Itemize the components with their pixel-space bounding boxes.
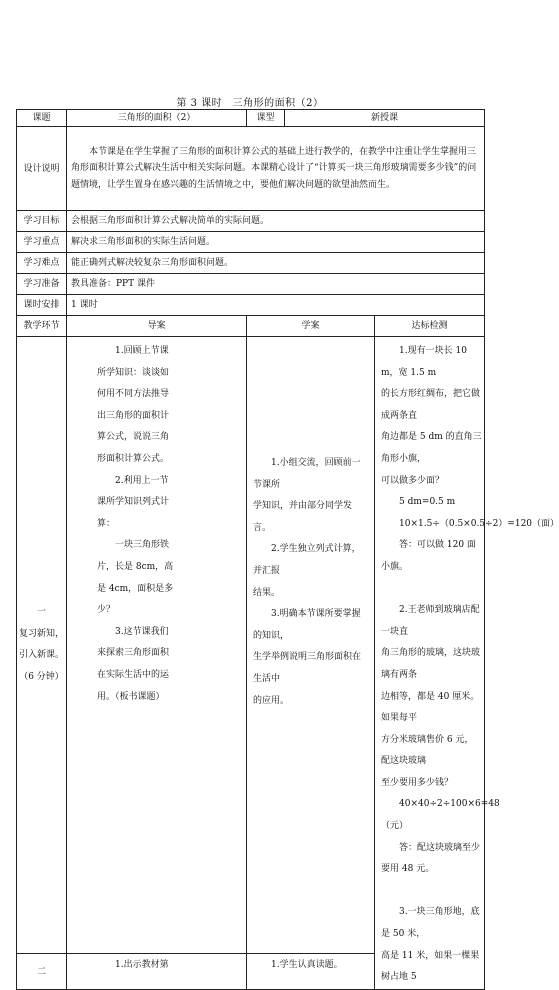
preparation-label: 学习准备: [17, 274, 67, 295]
guide-line: 少？: [97, 605, 116, 616]
check-line: 的长方形红绸布，把它做成两条直: [381, 389, 481, 421]
section1-step-line: （6 分钟）: [19, 671, 64, 682]
guide-line: 所学知识：谈谈如: [97, 367, 170, 378]
section1-check: [375, 337, 559, 990]
preparation-value: 教具准备：PPT 课件: [67, 274, 485, 295]
guide-line: 2.利用上一节: [115, 475, 169, 486]
guide-line: 何用不同方法推导: [97, 389, 170, 400]
study-line: 生学举例说明三角形面积在生活中: [253, 652, 362, 684]
document-title: 第 3 课时 三角形的面积（2）: [176, 98, 324, 109]
section2-study: [247, 954, 375, 990]
study-line: 结果。: [253, 587, 281, 598]
guide-line: 1.回顾上节课: [115, 346, 169, 356]
section2-guide: [67, 954, 247, 990]
check-spacer: [381, 579, 482, 601]
guide-line: 用。（板书课题）: [97, 691, 165, 702]
check-line: 答：配这块玻璃至少要用 48 元。: [381, 842, 481, 875]
study-line: 2.学生独立列式计算，并汇报: [253, 544, 361, 576]
design-row: [17, 127, 485, 211]
study-line: 学知识，并由部分同学发言。: [253, 501, 353, 533]
check-line: 角三角形的玻璃，这块玻璃有两条: [381, 648, 481, 680]
check-line: 40×40÷2÷100×6=48（元）: [381, 799, 500, 832]
check-line: 高是 11 米，如果一棵果树占地 5: [381, 950, 480, 983]
difficulty-row: [17, 253, 485, 274]
col-step: 教学环节: [17, 316, 67, 337]
section1-row: [17, 337, 485, 954]
lesson-plan-table: [16, 109, 559, 990]
guide-line: 片，长是 8cm，高: [97, 561, 174, 572]
design-label: 设计说明: [17, 127, 67, 211]
study-line: 1.学生认真读题。: [271, 960, 343, 971]
schedule-row: [17, 295, 485, 316]
schedule-label: 课时安排: [17, 295, 67, 316]
check-line: 角边都是 5 dm 的直角三角形小旗，: [381, 432, 482, 464]
col-study: 学案: [247, 316, 375, 337]
focus-value: 解决求三角形面积的实际生活问题。: [67, 232, 485, 253]
col-guide: 导案: [67, 316, 247, 337]
type-value: 新授课: [285, 110, 485, 127]
check-line: 3.一块三角形地，底是 50 米，: [381, 907, 480, 940]
check-line: 1.现有一块长 10 m，宽 1.5 m: [381, 346, 467, 378]
section1-study: [247, 337, 375, 954]
section1-step-line: 引入新课。: [18, 650, 64, 661]
preparation-row: [17, 274, 485, 295]
col-check: 达标检测: [375, 316, 485, 337]
section1-step-line: 一: [36, 606, 46, 617]
guide-line: 出三角形的面积计: [97, 410, 170, 421]
guide-line: 在实际生活中的运: [97, 669, 170, 680]
check-line: 10×1.5÷（0.5×0.5÷2）=120（面）: [399, 518, 559, 529]
design-text: 本节课是在学生掌握了三角形的面积计算公式的基础上进行教学的，在教学中注重让学生掌握用三角形面积计算公式解决生活中相关实际问题。本课精心设计了“计算买一块三角形玻璃需要多少钱”的问题情境，让学生置身在感兴趣的生活情境之中，要他们解决问题的欲望油然而生。: [67, 127, 485, 211]
guide-line: 来探索三角形面积: [97, 648, 170, 659]
guide-line: 1.出示教材第: [115, 960, 169, 971]
focus-label: 学习重点: [17, 232, 67, 253]
guide-line: 算公式，说说三角: [97, 432, 170, 443]
study-line: 3.明确本节课所要掌握的知识，: [253, 609, 361, 641]
section1-guide: [67, 337, 247, 954]
check-line: 方分米玻璃售价 6 元，配这块玻璃: [381, 734, 474, 767]
section2-step: 二: [17, 954, 67, 990]
section1-step: [17, 337, 67, 954]
columns-header-row: [17, 316, 485, 337]
guide-line: 形面积计算公式。: [97, 453, 170, 464]
focus-row: [17, 232, 485, 253]
goal-label: 学习目标: [17, 211, 67, 232]
check-line: 边相等，都是 40 厘米。如果每平: [381, 691, 480, 724]
guide-line: 课所学知识列式计: [97, 497, 170, 508]
guide-line: 是 4cm，面积是多: [97, 583, 174, 594]
check-spacer: [381, 881, 482, 903]
topic-row: [17, 110, 485, 127]
topic-value: 三角形的面积（2）: [67, 110, 247, 127]
guide-line: 一块三角形铁: [115, 540, 170, 551]
check-line: 答：可以做 120 面小旗。: [381, 540, 476, 572]
check-line: 2.王老师到玻璃店配一块直: [381, 605, 480, 637]
study-line: 的应用。: [253, 695, 290, 706]
goal-row: [17, 211, 485, 232]
check-line: 5 dm=0.5 m: [399, 497, 456, 508]
study-line: 1.小组交流，回顾前一节课所: [253, 458, 361, 490]
section1-step-line: 复习新知，: [18, 628, 64, 639]
check-line: 至少要用多少钱？: [381, 777, 454, 788]
difficulty-label: 学习难点: [17, 253, 67, 274]
difficulty-value: 能正确列式解决较复杂三角形面积问题。: [67, 253, 485, 274]
schedule-value: 1 课时: [67, 295, 485, 316]
guide-line: 算：: [97, 518, 116, 529]
topic-label: 课题: [17, 110, 67, 127]
goal-value: 会根据三角形面积计算公式解决简单的实际问题。: [67, 211, 485, 232]
type-label: 课型: [247, 110, 285, 127]
guide-line: 3.这节课我们: [115, 626, 169, 637]
check-line: 可以做多少面？: [381, 475, 445, 486]
